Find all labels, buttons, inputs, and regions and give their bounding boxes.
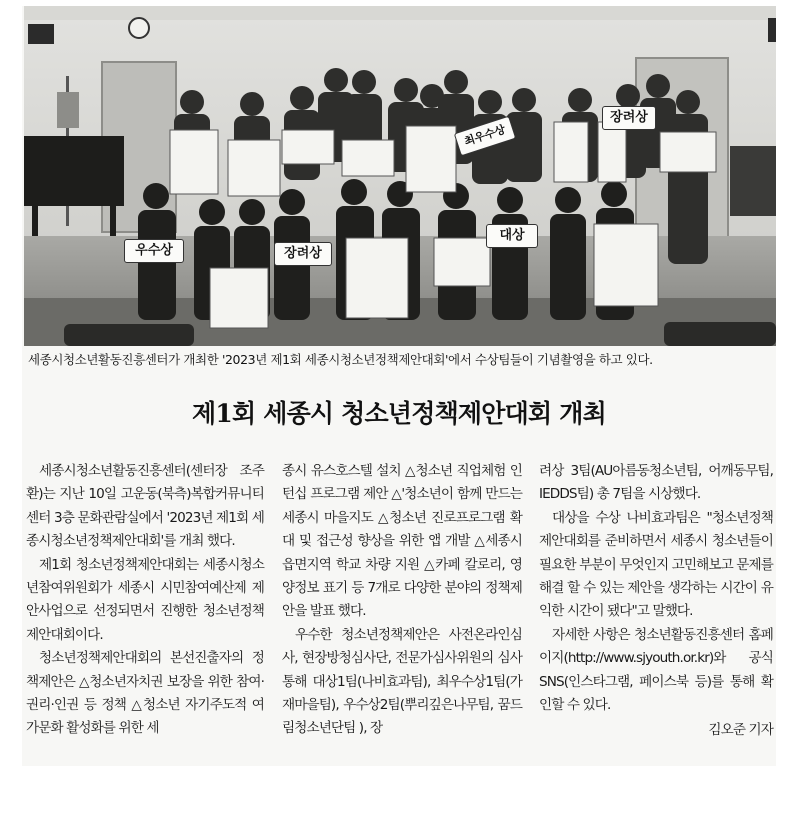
photo-illustration — [24, 6, 776, 346]
article-headline: 제1회 세종시 청소년정책제안대회 개최 — [192, 399, 606, 428]
award-sign-label: 장려상 — [610, 110, 648, 125]
award-sign-encouragement-2 — [602, 106, 656, 130]
award-sign-label: 장려상 — [284, 246, 322, 261]
paragraph: 대상을 수상 나비효과팀은 "청소년정책제안대회를 준비하면서 세종시 청소년들이 필요한 부분이 무엇인지 고민해보고 문제를 해결 할 수 있는 제안을 생각하는 시간이 유익한 시간이 됐다"고 말했다. — [539, 509, 773, 620]
paragraph: 우수한 청소년정책제안은 사전온라인심사, 현장방청심사단, 전문가심사위원의 심사 통해 대상1팀(나비효과팀), 최우수상1팀(가재마을팀), 우수상2팀(뿌리깊은나무팀, 꿈드림청소년단팀 ), 장 — [282, 626, 522, 737]
article-column-2 — [282, 460, 522, 741]
paragraph: 자세한 사항은 청소년활동진흥센터 홈페이지(http://www.sjyouth.or.kr)와 공식SNS(인스타그램, 페이스북 등)를 통해 확인할 수 있다. — [539, 626, 773, 714]
award-sign-label: 대상 — [499, 228, 525, 243]
article-column-3 — [539, 460, 773, 743]
byline: 김오준 기자 — [708, 722, 773, 739]
paragraph: 제1회 청소년정책제안대회는 세종시청소년참여위원회가 세종시 시민참여예산제 제안사업으로 선정되면서 진행한 청소년정책제안대회이다. — [26, 556, 264, 643]
award-sign-grand-prize — [486, 224, 538, 248]
article-column-1 — [26, 460, 264, 741]
award-group-photo — [24, 6, 776, 346]
photo-caption: 세종시청소년활동진흥센터가 개최한 '2023년 제1회 세종시청소년정책제안대회'에서 수상팀들이 기념촬영을 하고 있다. — [28, 352, 653, 367]
award-sign-label: 최우수상 — [462, 122, 508, 149]
newspaper-clipping — [22, 6, 776, 766]
paragraph: 세종시청소년활동진흥센터(센터장 조주환)는 지난 10일 고운동(북측)복합커뮤니티센터 3층 문화관람실에서 '2023년 제1회 세종시청소년정책제안대회'를 개최 했다. — [26, 463, 264, 550]
paragraph: 종시 유스호스텔 설치 △청소년 직업체험 인턴십 프로그램 제안 △'청소년이 함께 만드는 세종시 마을지도 △청소년 진로프로그램 확대 및 접근성 향상을 위한 앱 개발 △세종시 읍면지역 학교 차량 지원 △카페 칼로리, 영양정보 표기 등 7개로 다양한 분야의 정책제안을 발표 했다. — [282, 463, 522, 620]
award-sign-label: 우수상 — [135, 243, 173, 258]
award-sign-excellence — [124, 239, 184, 263]
paragraph: 려상 3팀(AU아름동청소년팀, 어깨동무팀, IEDDS팀) 총 7팀을 시상했다. — [539, 463, 773, 503]
paragraph: 청소년정책제안대회의 본선진출자의 정책제안은 △청소년자치권 보장을 위한 참여·권리·인권 등 정책 △청소년 자기주도적 여가문화 활성화를 위한 세 — [26, 650, 264, 737]
award-sign-encouragement-1 — [274, 242, 332, 266]
